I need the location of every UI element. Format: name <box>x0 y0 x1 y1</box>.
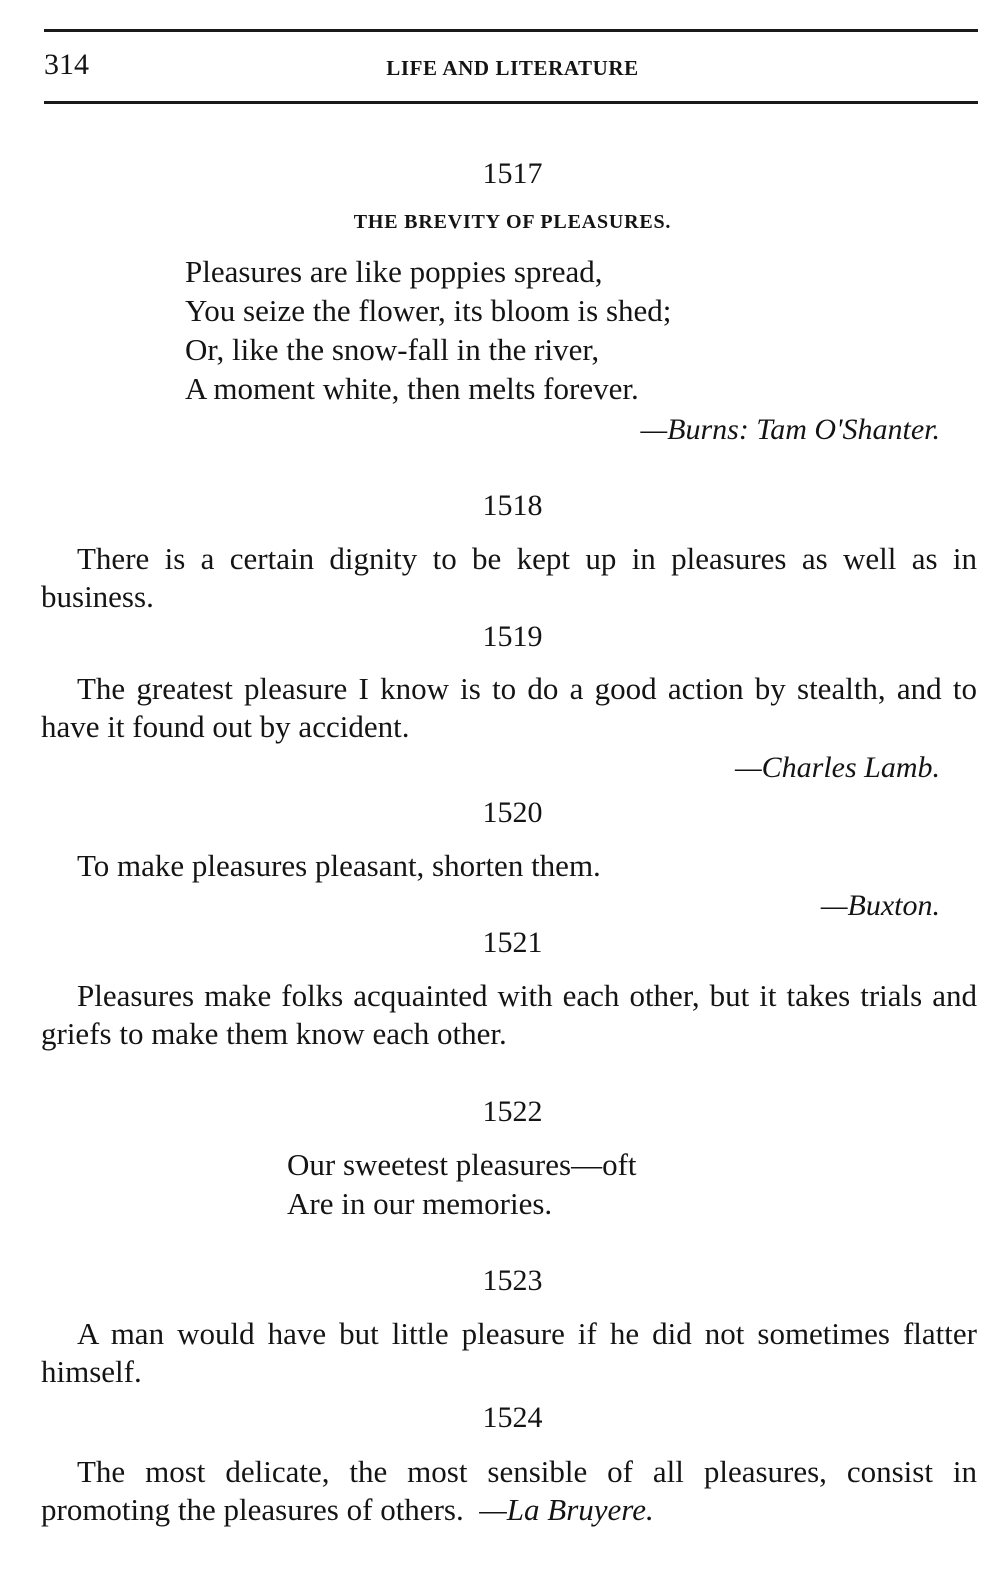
running-title: LIFE AND LITERATURE <box>386 56 639 80</box>
entry-text-1520: To make pleasures pleasant, shorten them. <box>77 848 601 883</box>
attribution-1517: —Burns: Tam O'Shanter. <box>640 413 940 446</box>
verse-line: Our sweetest pleasures—oft <box>287 1147 637 1182</box>
entry-text-1518: There is a certain dignity to be kept up in pleasures as well as in business. <box>41 541 977 614</box>
verse-line: Or, like the snow-fall in the river, <box>185 332 600 367</box>
entry-number-1519: 1519 <box>482 620 543 653</box>
entry-text-1519: The greatest pleasure I know is to do a good action by stealth, and to have it found out by accident. <box>41 671 977 744</box>
header-bottom-rule <box>44 101 978 104</box>
verse-line: Pleasures are like poppies spread, <box>185 254 603 289</box>
header-top-rule <box>44 29 978 32</box>
entry-number-1517: 1517 <box>482 157 543 190</box>
entry-number-1523: 1523 <box>482 1264 543 1297</box>
attribution-1519: —Charles Lamb. <box>734 751 940 784</box>
entry-text-1521: Pleasures make folks acquainted with each other, but it takes trials and griefs to make them know each other. <box>41 978 977 1051</box>
entry-number-1518: 1518 <box>482 489 543 522</box>
entry-text-1523: A man would have but little pleasure if he did not sometimes flatter himself. <box>41 1316 977 1389</box>
entry-text-1524 <box>41 1453 977 1529</box>
entry-number-1522: 1522 <box>482 1095 543 1128</box>
entry-number-1520: 1520 <box>482 796 543 829</box>
entry-number-1521: 1521 <box>482 926 543 959</box>
entry-text-1524-body: The most delicate, the most sensible of all pleasures, consist in promoting the pleasures of others. <box>41 1454 977 1527</box>
verse-line: You seize the flower, its bloom is shed; <box>185 293 672 328</box>
entry-number-1524: 1524 <box>482 1401 543 1434</box>
verse-line: A moment white, then melts forever. <box>185 371 639 406</box>
verse-line: Are in our memories. <box>287 1186 553 1221</box>
attribution-1524: —La Bruyere. <box>479 1492 654 1527</box>
page-number: 314 <box>44 48 89 81</box>
attribution-1520: —Buxton. <box>820 889 940 922</box>
entry-title-1517: THE BREVITY OF PLEASURES. <box>353 211 672 233</box>
